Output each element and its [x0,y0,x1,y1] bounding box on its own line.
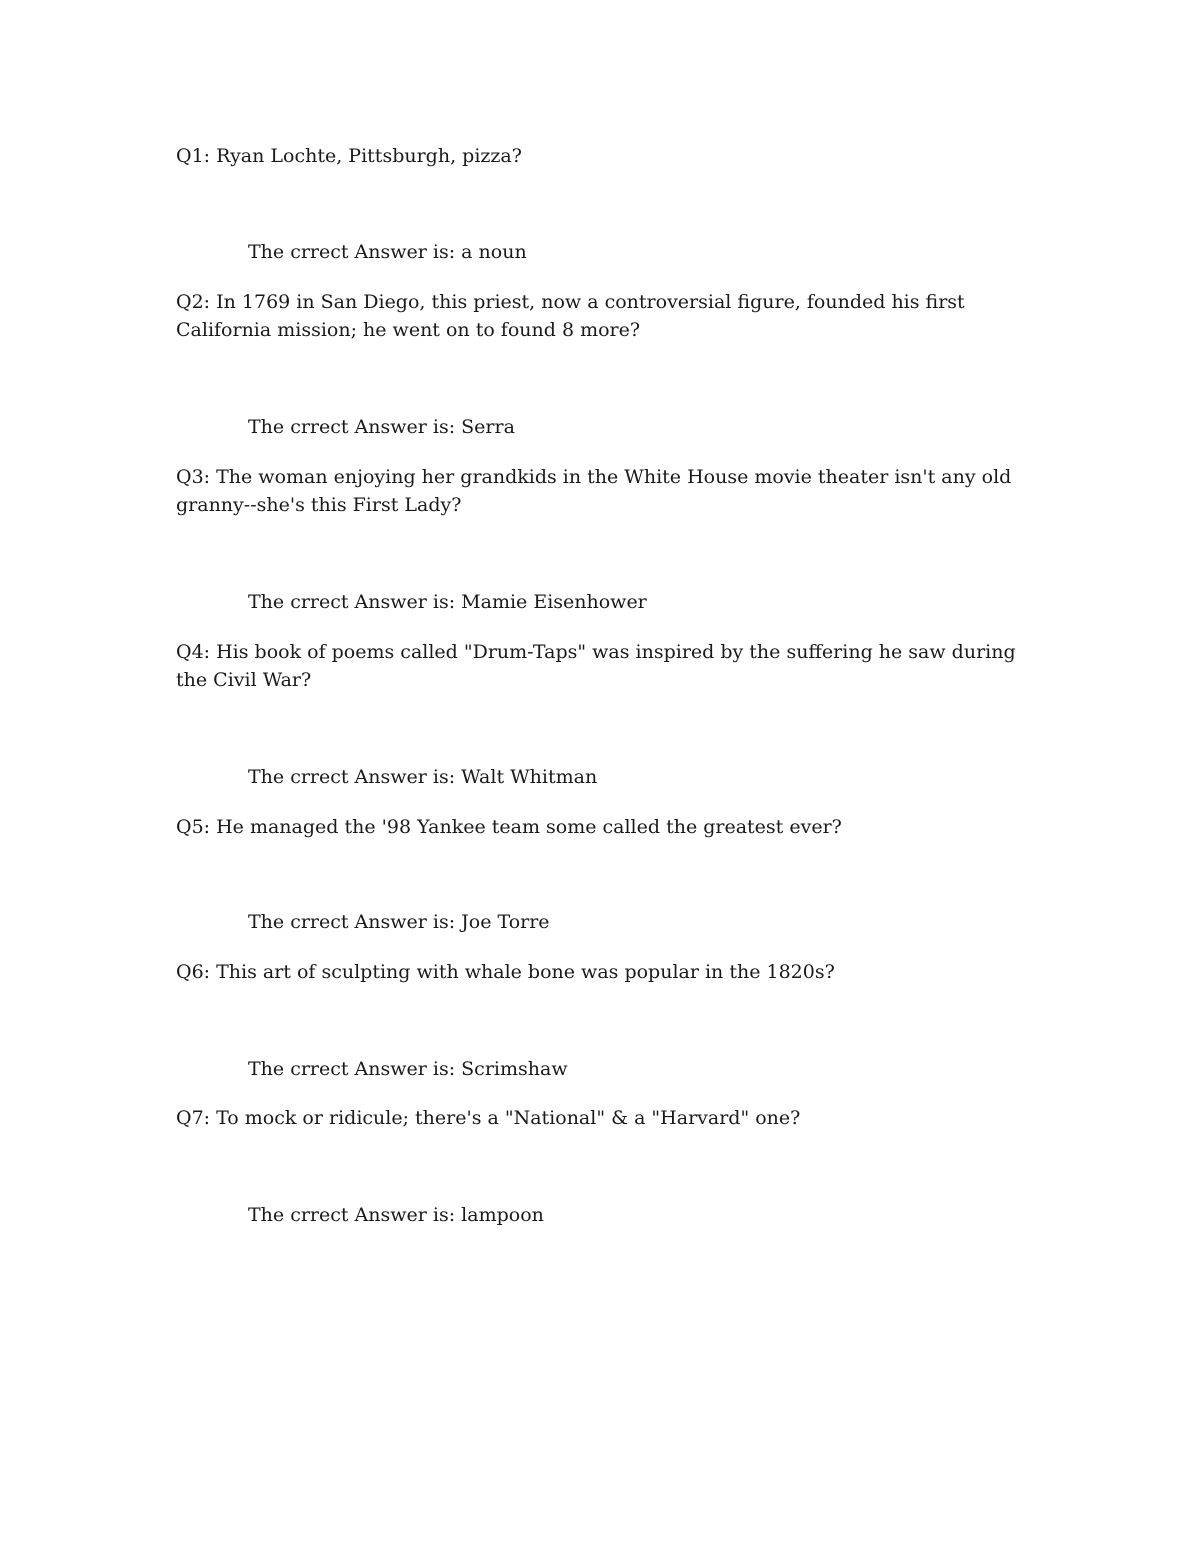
question-6: Q6: This art of sculpting with whale bone was popular in the 1820s? [176,961,835,983]
question-3: Q3: The woman enjoying her grandkids in the White House movie theater isn't any old granny--she's this First Lady? [176,466,1012,516]
answer-3: The crrect Answer is: Mamie Eisenhower [248,591,647,613]
question-5: Q5: He managed the '98 Yankee team some called the greatest ever? [176,816,842,838]
question-1: Q1: Ryan Lochte, Pittsburgh, pizza? [176,145,522,167]
answer-5: The crrect Answer is: Joe Torre [248,911,550,933]
answer-1: The crrect Answer is: a noun [248,241,527,263]
question-2: Q2: In 1769 in San Diego, this priest, now a controversial figure, founded his first California mission; he went on to found 8 more? [176,291,965,341]
answer-7: The crrect Answer is: lampoon [248,1204,544,1226]
answer-2: The crrect Answer is: Serra [248,416,515,438]
answer-4: The crrect Answer is: Walt Whitman [248,766,598,788]
answer-6: The crrect Answer is: Scrimshaw [248,1058,568,1080]
question-4: Q4: His book of poems called "Drum-Taps" was inspired by the suffering he saw during the Civil War? [176,641,1016,691]
question-7: Q7: To mock or ridicule; there's a "National" & a "Harvard" one? [176,1107,801,1129]
